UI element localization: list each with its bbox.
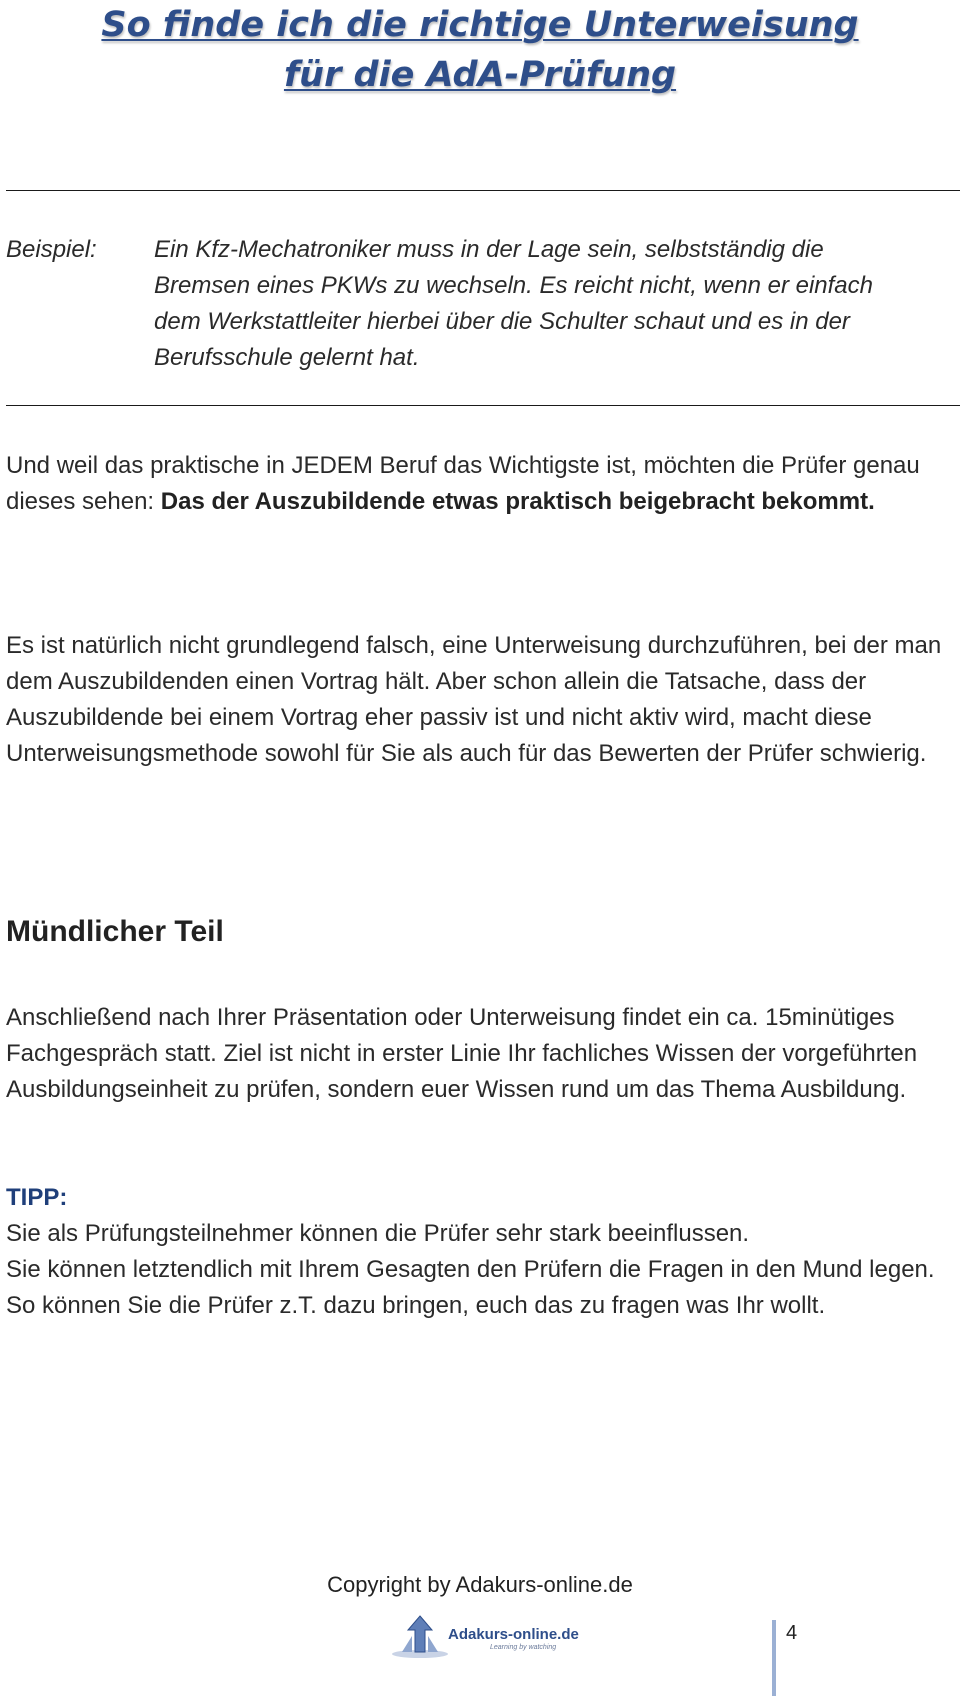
example-line: Berufsschule gelernt hat. [154, 344, 420, 371]
page-number: 4 [786, 1622, 798, 1644]
example-line: dem Werkstattleiter hierbei über die Schulter schaut und es in der [154, 308, 850, 335]
logo-subtitle: Learning by watching [490, 1644, 557, 1651]
paragraph-oral-exam: Anschließend nach Ihrer Präsentation oder Unterweisung findet ein ca. 15minütiges Fachgespräch statt. Ziel ist nicht in erster Linie Ihr fachliches Wissen der vorgeführten Ausbildungseinheit zu prüfen, sondern euer Wissen rund um das Thema Ausbildung. [6, 1004, 918, 1103]
section-heading: Mündlicher Teil [6, 915, 224, 948]
top-divider [6, 190, 960, 191]
example-line: Ein Kfz-Mechatroniker muss in der Lage sein, selbstständig die [154, 236, 824, 263]
example-label: Beispiel: [6, 236, 97, 263]
paragraph-practical [6, 448, 954, 520]
footer-copyright: Copyright by Adakurs-online.de [327, 1572, 633, 1597]
example-text [154, 232, 954, 376]
page-title-line-2: für die AdA-Prüfung [283, 55, 677, 95]
tipp-line: Sie als Prüfungsteilnehmer können die Prüfer sehr stark beeinflussen. [6, 1220, 750, 1247]
paragraph-practical-bold: Das der Auszubildende etwas praktisch beigebracht bekommt. [160, 488, 875, 515]
example-line: Bremsen eines PKWs zu wechseln. Es reicht nicht, wenn er einfach [154, 272, 873, 299]
logo-text: Adakurs-online.de [448, 1626, 579, 1643]
page-number-bar [772, 1620, 776, 1696]
adakurs-logo [390, 1612, 590, 1660]
bottom-divider [6, 405, 960, 406]
paragraph-practical-text: Und weil das praktische in JEDEM Beruf das Wichtigste ist, möchten die Prüfer genau dieses sehen: [6, 452, 920, 515]
tipp-line: Sie können letztendlich mit Ihrem Gesagten den Prüfern die Fragen in den Mund legen. [6, 1256, 935, 1283]
tipp-text [6, 1216, 954, 1324]
tipp-line: So können Sie die Prüfer z.T. dazu bringen, euch das zu fragen was Ihr wollt. [6, 1292, 826, 1319]
paragraph-lecture: Es ist natürlich nicht grundlegend falsch, eine Unterweisung durchzuführen, bei der man dem Auszubildenden einen Vortrag hält. Aber schon allein die Tatsache, dass der Auszubildende bei einem Vortrag eher passiv ist und nicht aktiv wird, macht diese Unterweisungsmethode sowohl für Sie als auch für das Bewerten der Prüfer schwierig. [6, 632, 942, 767]
tipp-label: TIPP: [6, 1184, 68, 1211]
logo-arrow-icon [390, 1612, 450, 1660]
page-title-line-1: So finde ich die richtige Unterweisung [101, 5, 859, 45]
